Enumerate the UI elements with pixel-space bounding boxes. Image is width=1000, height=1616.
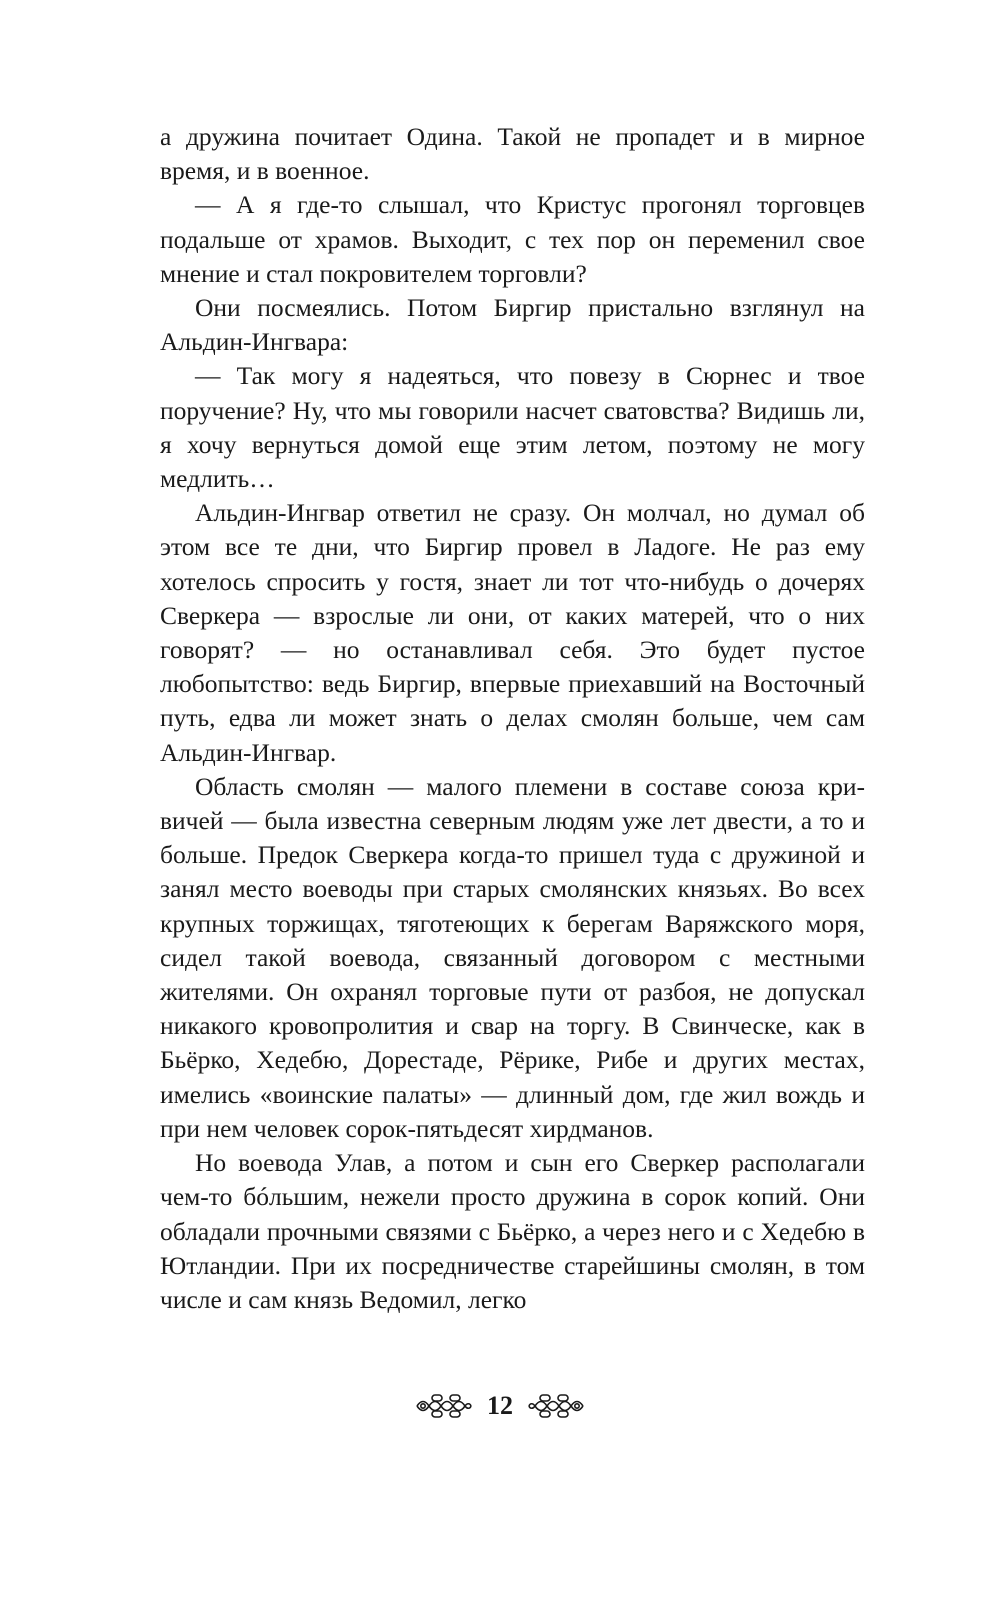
paragraph-5: Альдин-Ингвар ответил не сразу. Он молчал, но думал об этом все те дни, что Биргир провел в Ладоге. Не раз ему хотелось спросить у гостя, знает ли тот что-нибудь о дочерях Сверкера — взрослые ли они, от каких матерей, что о них говорят? — но останавливал себя. Это будет пустое любопытство: ведь Биргир, впервые приехавший на Восточный путь, едва ли может знать о делах смолян больше, чем сам Альдин-Ингвар. — [160, 498, 865, 767]
paragraph-1: а дружина почитает Одина. Такой не пропадет и в мирное время, и в военное. — [160, 122, 865, 186]
paragraph-7: Но воевода Улав, а потом и сын его Сверкер располагали чем-то бóльшим, нежели просто дружина в сорок копий. Они обладали прочными связями с Бьёрко, а через него и с Хедебю в Ютландии. При их посредничестве старейшины смолян, в том числе и сам князь Ведомил, легко — [160, 1148, 865, 1314]
page-body-text — [160, 120, 865, 1317]
page-footer — [0, 1386, 1000, 1426]
paragraph-6: Область смолян — малого племени в составе союза кривичей — была известна северным людям уже лет двести, а то и больше. Предок Сверкера когда-то пришел туда с дружиной и занял место воеводы при старых смолянских князьях. Во всех крупных торжищах, тяготеющих к берегам Варяжского моря, сидел такой воевода, связанный договором с местными жителями. Он охранял торговые пути от разбоя, не допускал никакого кровопролития и свар на торгу. В Свинческе, как в Бьёрко, Хедебю, Дорестаде, Рёрике, Рибе и других местах, имелись «воинские палаты» — длинный дом, где жил вождь и при нем человек сорок-пятьдесят хирдманов. — [160, 771, 865, 1143]
left-knot-ornament-icon — [415, 1391, 473, 1421]
paragraph-3: Они посмеялись. Потом Биргир пристально взглянул на Альдин-Ингвара: — [160, 293, 865, 357]
paragraph-2: — А я где-то слышал, что Кристус прогонял торговцев подальше от храмов. Выходит, с тех пор он переменил свое мнение и стал покровителем торговли? — [160, 190, 865, 288]
page-number: 12 — [487, 1391, 513, 1420]
right-knot-ornament-icon — [527, 1391, 585, 1421]
paragraph-4: — Так могу я надеяться, что повезу в Сюрнес и твое поручение? Ну, что мы говорили насчет сватовства? Видишь ли, я хочу вернуться домой еще этим летом, поэтому не могу медлить… — [160, 361, 865, 494]
